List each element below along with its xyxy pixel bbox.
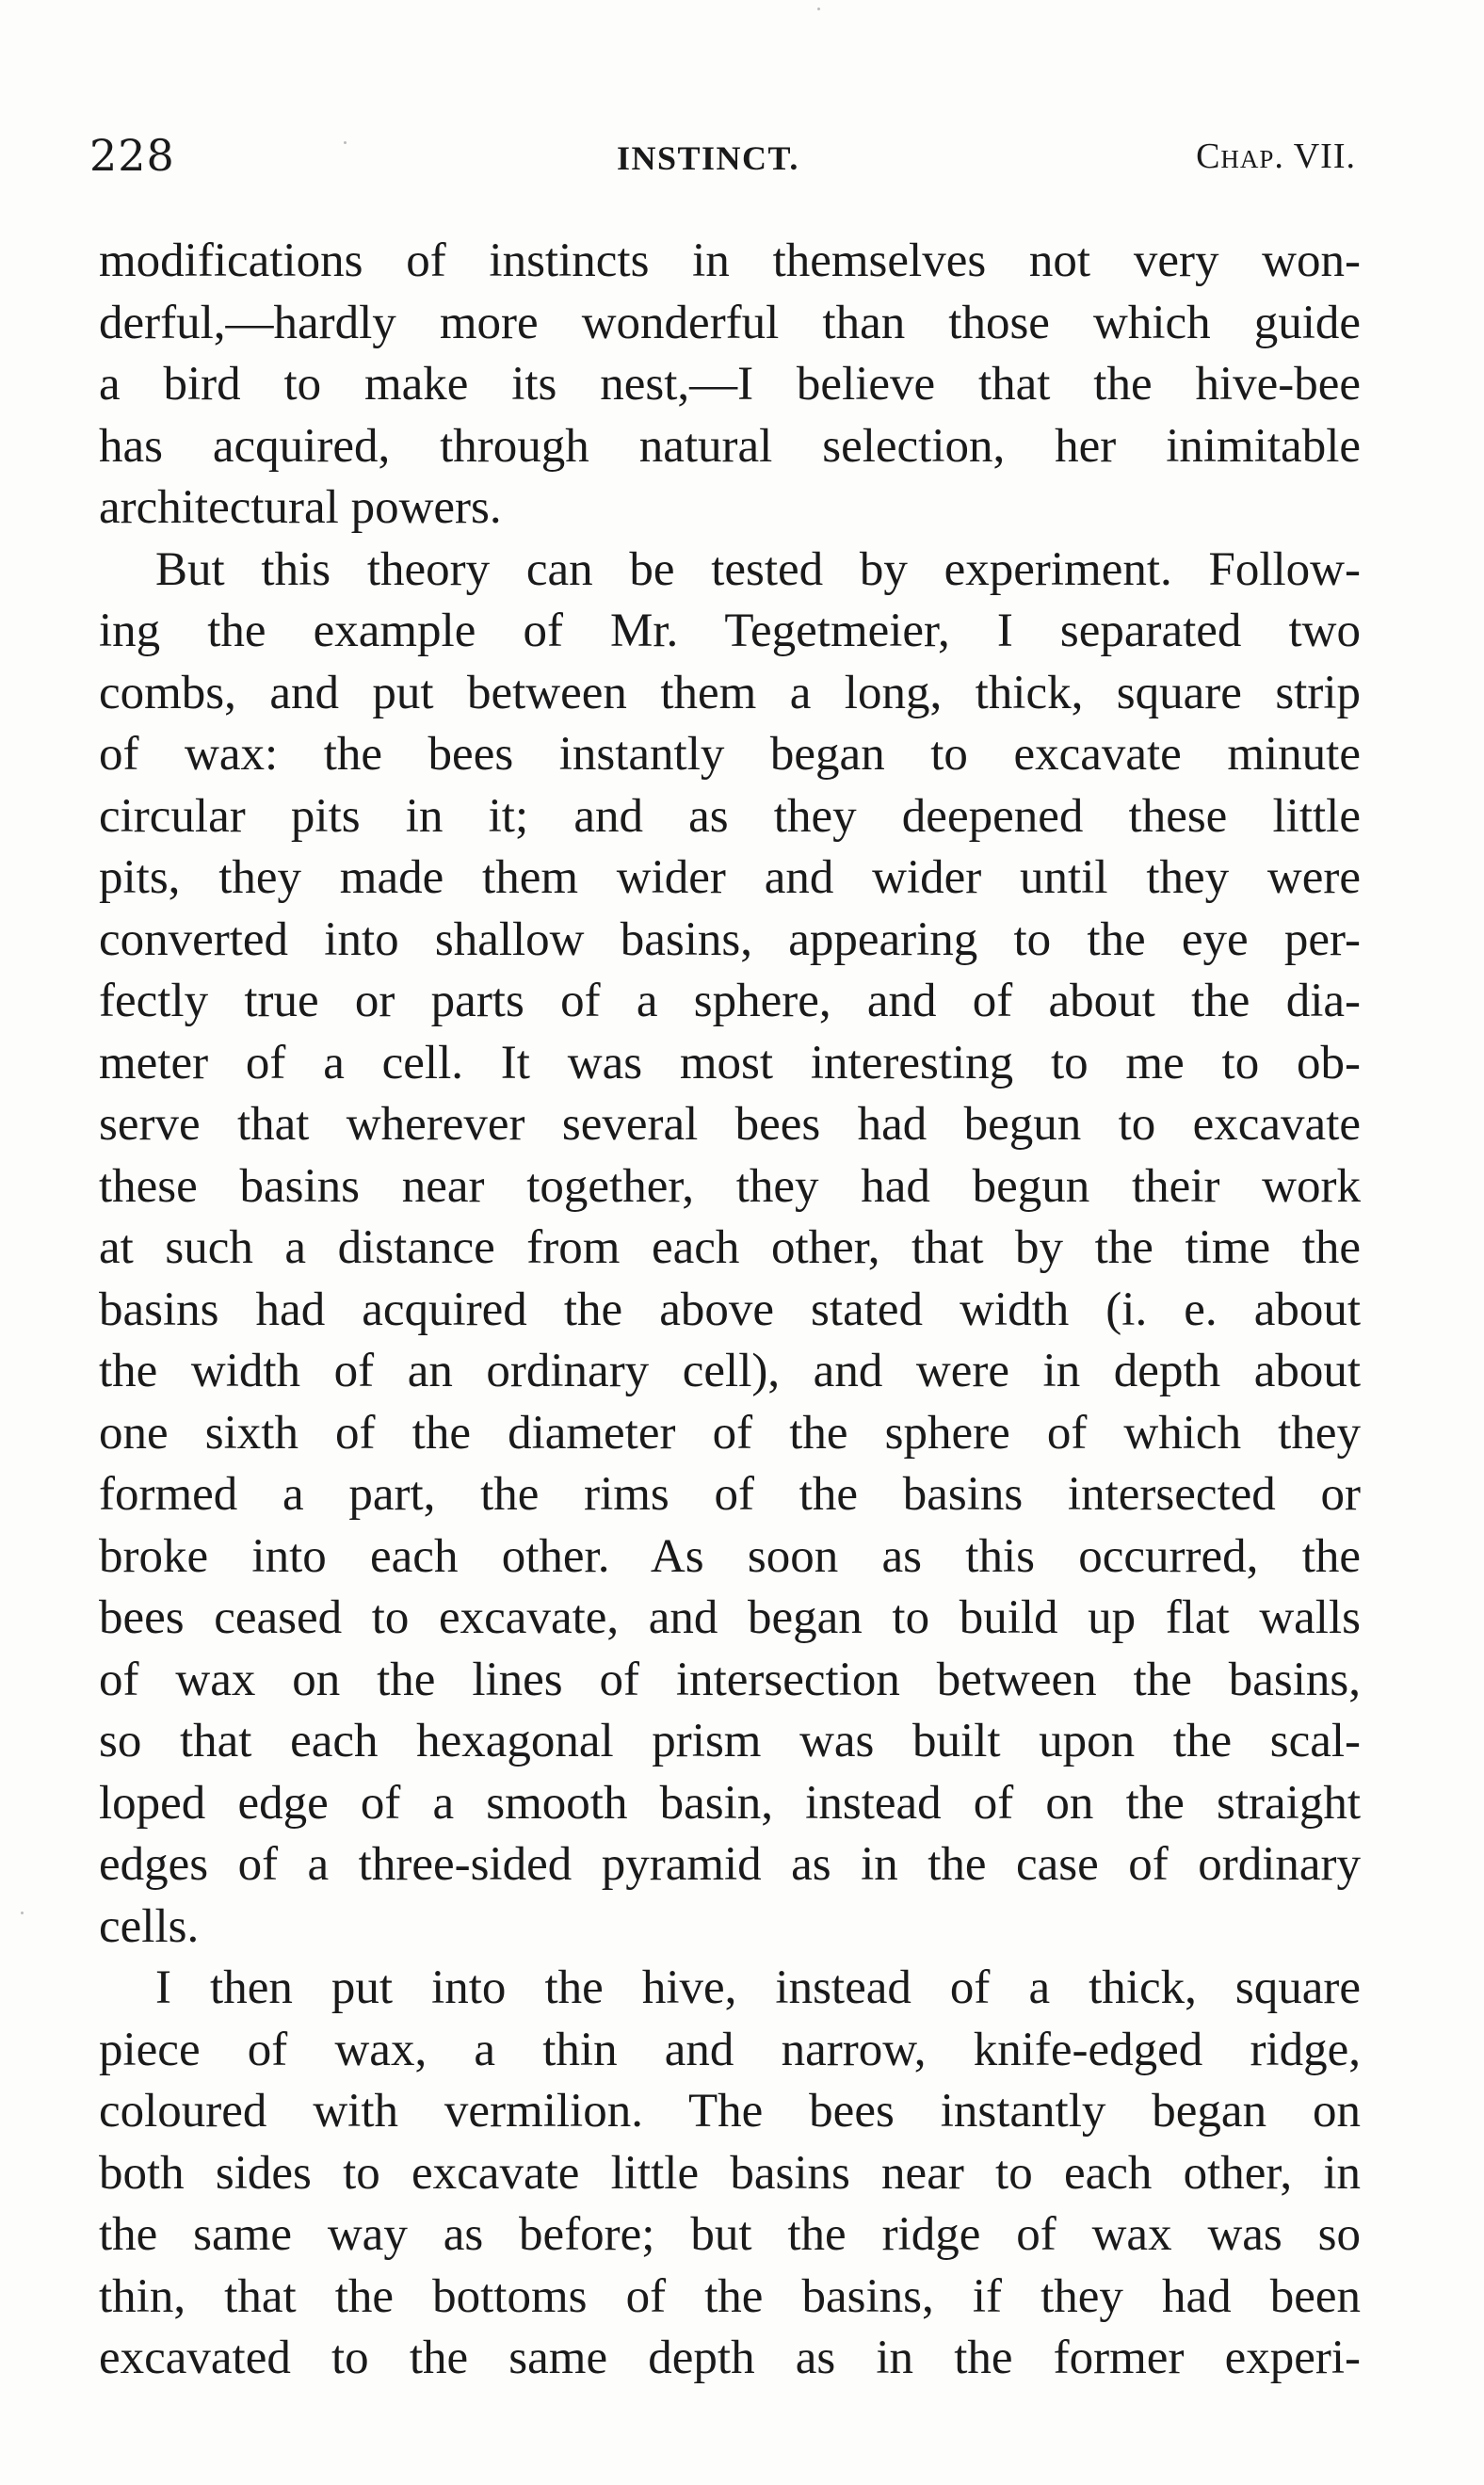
text-line: the width of an ordinary cell), and were in depth about <box>99 1345 1361 1397</box>
chapter-number: Chap. VII. <box>1196 137 1356 176</box>
body-text <box>99 231 1361 2390</box>
text-line: broke into each other. As soon as this occurred, the <box>99 1529 1361 1583</box>
text-line: a bird to make its nest,—I believe that the hive-bee <box>99 358 1361 411</box>
text-line: cells. <box>99 1899 200 1953</box>
text-line: these basins near together, they had begun their work <box>99 1159 1361 1213</box>
chapter-title: INSTINCT. <box>617 139 799 177</box>
page-number: 228 <box>89 130 175 181</box>
text-line: bees ceased to excavate, and began to build up flat walls <box>99 1591 1361 1644</box>
running-head <box>89 127 1356 184</box>
text-line: I then put into the hive, instead of a thick, square <box>155 1961 1361 2014</box>
text-line: both sides to excavate little basins near to each other, in <box>99 2146 1361 2200</box>
text-line: thin, that the bottoms of the basins, if they had been <box>99 2269 1361 2323</box>
text-line: derful,—hardly more wonderful than those which guide <box>99 296 1361 349</box>
text-line: has acquired, through natural selection, her inimitable <box>99 419 1361 473</box>
text-line: modifications of instincts in themselves not very won- <box>99 234 1361 287</box>
text-line: one sixth of the diameter of the sphere of which they <box>99 1406 1361 1460</box>
text-line: at such a distance from each other, that by the time the <box>99 1221 1361 1274</box>
text-line: the same way as before; but the ridge of wax was so <box>99 2208 1361 2261</box>
text-line: But this theory can be tested by experiment. Follow- <box>155 542 1361 596</box>
text-line: excavated to the same depth as in the former experi- <box>99 2332 1361 2384</box>
text-line: converted into shallow basins, appearing to the eye per- <box>99 912 1361 966</box>
text-line: pits, they made them wider and wider until they were <box>99 851 1361 904</box>
print-speck <box>344 141 347 144</box>
text-line: architectural powers. <box>99 481 502 534</box>
print-speck <box>21 1912 24 1914</box>
text-line: basins had acquired the above stated width (i. e. about <box>99 1283 1361 1336</box>
text-line: meter of a cell. It was most interesting to me to ob- <box>99 1036 1361 1089</box>
text-line: fectly true or parts of a sphere, and of about the dia- <box>99 975 1361 1027</box>
text-line: piece of wax, a thin and narrow, knife-edged ridge, <box>99 2023 1361 2076</box>
text-line: serve that wherever several bees had begun to excavate <box>99 1098 1361 1151</box>
print-speck <box>817 8 820 10</box>
text-line: so that each hexagonal prism was built upon the scal- <box>99 1715 1361 1767</box>
text-line: circular pits in it; and as they deepened these little <box>99 789 1361 843</box>
text-line: of wax: the bees instantly began to excavate minute <box>99 728 1361 781</box>
text-line: coloured with vermilion. The bees instantly began on <box>99 2085 1361 2138</box>
text-line: of wax on the lines of intersection between the basins, <box>99 1653 1361 1706</box>
text-line: formed a part, the rims of the basins intersected or <box>99 1468 1361 1521</box>
text-line: ing the example of Mr. Tegetmeier, I separated two <box>99 605 1361 657</box>
text-line: loped edge of a smooth basin, instead of on the straight <box>99 1776 1361 1830</box>
text-line: edges of a three-sided pyramid as in the case of ordinary <box>99 1838 1361 1891</box>
text-line: combs, and put between them a long, thick, square strip <box>99 666 1361 719</box>
